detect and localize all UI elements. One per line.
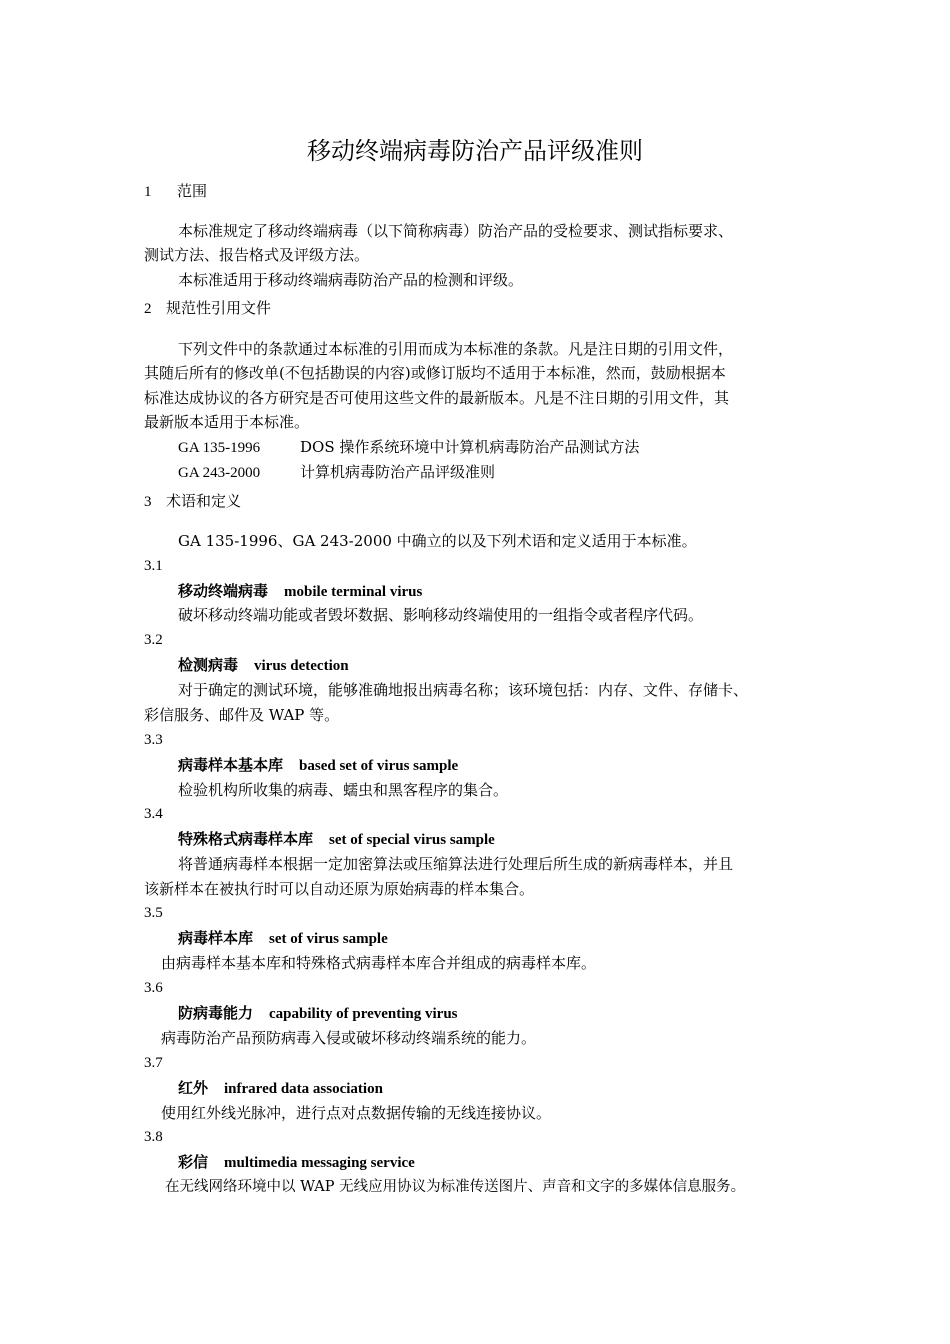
paragraph-line: 最新版本适用于本标准。 xyxy=(144,413,310,431)
paragraph-line: 标准达成协议的各方研究是否可使用这些文件的最新版本。凡是不注日期的引用文件，其 xyxy=(144,389,730,407)
section-number: 2 xyxy=(144,301,152,317)
term-definition: 由病毒样本基本库和特殊格式病毒样本库合并组成的病毒样本库。 xyxy=(161,954,597,972)
term-english: set of virus sample xyxy=(269,931,388,947)
section-number: 1 xyxy=(144,184,152,200)
term-chinese: 防病毒能力 xyxy=(178,1004,254,1022)
term-number: 3.7 xyxy=(144,1055,163,1071)
term-definition: 彩信服务、邮件及 WAP 等。 xyxy=(144,706,340,724)
section-title: 范围 xyxy=(177,182,208,200)
section-1-heading xyxy=(144,180,207,203)
term-definition: 病毒防治产品预防病毒入侵或破坏移动终端系统的能力。 xyxy=(161,1029,537,1047)
term-chinese: 病毒样本基本库 xyxy=(178,756,284,774)
term-chinese: 检测病毒 xyxy=(178,656,239,674)
paragraph-line: 下列文件中的条款通过本标准的引用而成为本标准的条款。凡是注日期的引用文件， xyxy=(178,340,734,358)
term-definition: 使用红外线光脉冲，进行点对点数据传输的无线连接协议。 xyxy=(161,1104,552,1122)
term-english: mobile terminal virus xyxy=(284,584,423,600)
term-definition: 对于确定的测试环境，能够准确地报出病毒名称；该环境包括：内存、文件、存储卡、 xyxy=(178,681,749,699)
reference-title: 计算机病毒防治产品评级准则 xyxy=(300,463,496,481)
term-heading xyxy=(178,1077,383,1100)
term-number: 3.6 xyxy=(144,980,163,996)
term-heading xyxy=(178,828,495,851)
term-number: 3.8 xyxy=(144,1129,163,1145)
term-heading xyxy=(178,654,349,677)
term-english: virus detection xyxy=(254,658,349,674)
term-number: 3.5 xyxy=(144,905,163,921)
term-chinese: 病毒样本库 xyxy=(178,929,254,947)
term-heading xyxy=(178,1002,458,1025)
paragraph-line: 其随后所有的修改单(不包括勘误的内容)或修订版均不适用于本标准，然而，鼓励根据本 xyxy=(144,364,726,382)
term-chinese: 红外 xyxy=(178,1079,209,1097)
section-number: 3 xyxy=(144,494,152,510)
term-definition: 将普通病毒样本根据一定加密算法或压缩算法进行处理后所生成的新病毒样本，并且 xyxy=(178,855,734,873)
term-heading xyxy=(178,754,458,777)
term-english: set of special virus sample xyxy=(329,832,495,848)
term-heading xyxy=(178,1151,415,1174)
paragraph-line: 测试方法、报告格式及评级方法。 xyxy=(144,246,370,264)
term-definition: 在无线网络环境中以 WAP 无线应用协议为标准传送图片、声音和文字的多媒体信息服务。 xyxy=(165,1179,746,1195)
reference-code: GA 243-2000 xyxy=(178,465,261,481)
term-heading xyxy=(178,580,422,603)
section-3-heading xyxy=(144,490,241,513)
term-definition: 该新样本在被执行时可以自动还原为原始病毒的样本集合。 xyxy=(144,880,535,898)
term-definition: 检验机构所收集的病毒、蠕虫和黑客程序的集合。 xyxy=(178,781,509,799)
term-definition: 破坏移动终端功能或者毁坏数据、影响移动终端使用的一组指令或者程序代码。 xyxy=(178,606,704,624)
reference-entry xyxy=(178,436,639,459)
paragraph-line: 本标准适用于移动终端病毒防治产品的检测和评级。 xyxy=(178,271,524,289)
term-english: capability of preventing virus xyxy=(269,1006,458,1022)
term-english: infrared data association xyxy=(224,1081,383,1097)
term-chinese: 移动终端病毒 xyxy=(178,582,269,600)
reference-code: GA 135-1996 xyxy=(178,440,261,456)
term-number: 3.1 xyxy=(144,558,163,574)
term-heading xyxy=(178,927,388,950)
reference-title: DOS 操作系统环境中计算机病毒防治产品测试方法 xyxy=(300,438,640,456)
reference-entry xyxy=(178,461,495,484)
section-title: 术语和定义 xyxy=(166,492,242,510)
term-chinese: 特殊格式病毒样本库 xyxy=(178,830,314,848)
term-number: 3.2 xyxy=(144,632,163,648)
term-number: 3.3 xyxy=(144,732,163,748)
term-english: multimedia messaging service xyxy=(224,1155,415,1171)
section-title: 规范性引用文件 xyxy=(166,299,272,317)
paragraph-line: GA 135-1996、GA 243-2000 中确立的以及下列术语和定义适用于本标准。 xyxy=(178,532,697,550)
term-chinese: 彩信 xyxy=(178,1153,209,1171)
term-english: based set of virus sample xyxy=(299,758,459,774)
document-title: 移动终端病毒防治产品评级准则 xyxy=(307,137,643,165)
term-number: 3.4 xyxy=(144,806,163,822)
section-2-heading xyxy=(144,297,271,320)
paragraph-line: 本标准规定了移动终端病毒（以下简称病毒）防治产品的受检要求、测试指标要求、 xyxy=(178,222,734,240)
